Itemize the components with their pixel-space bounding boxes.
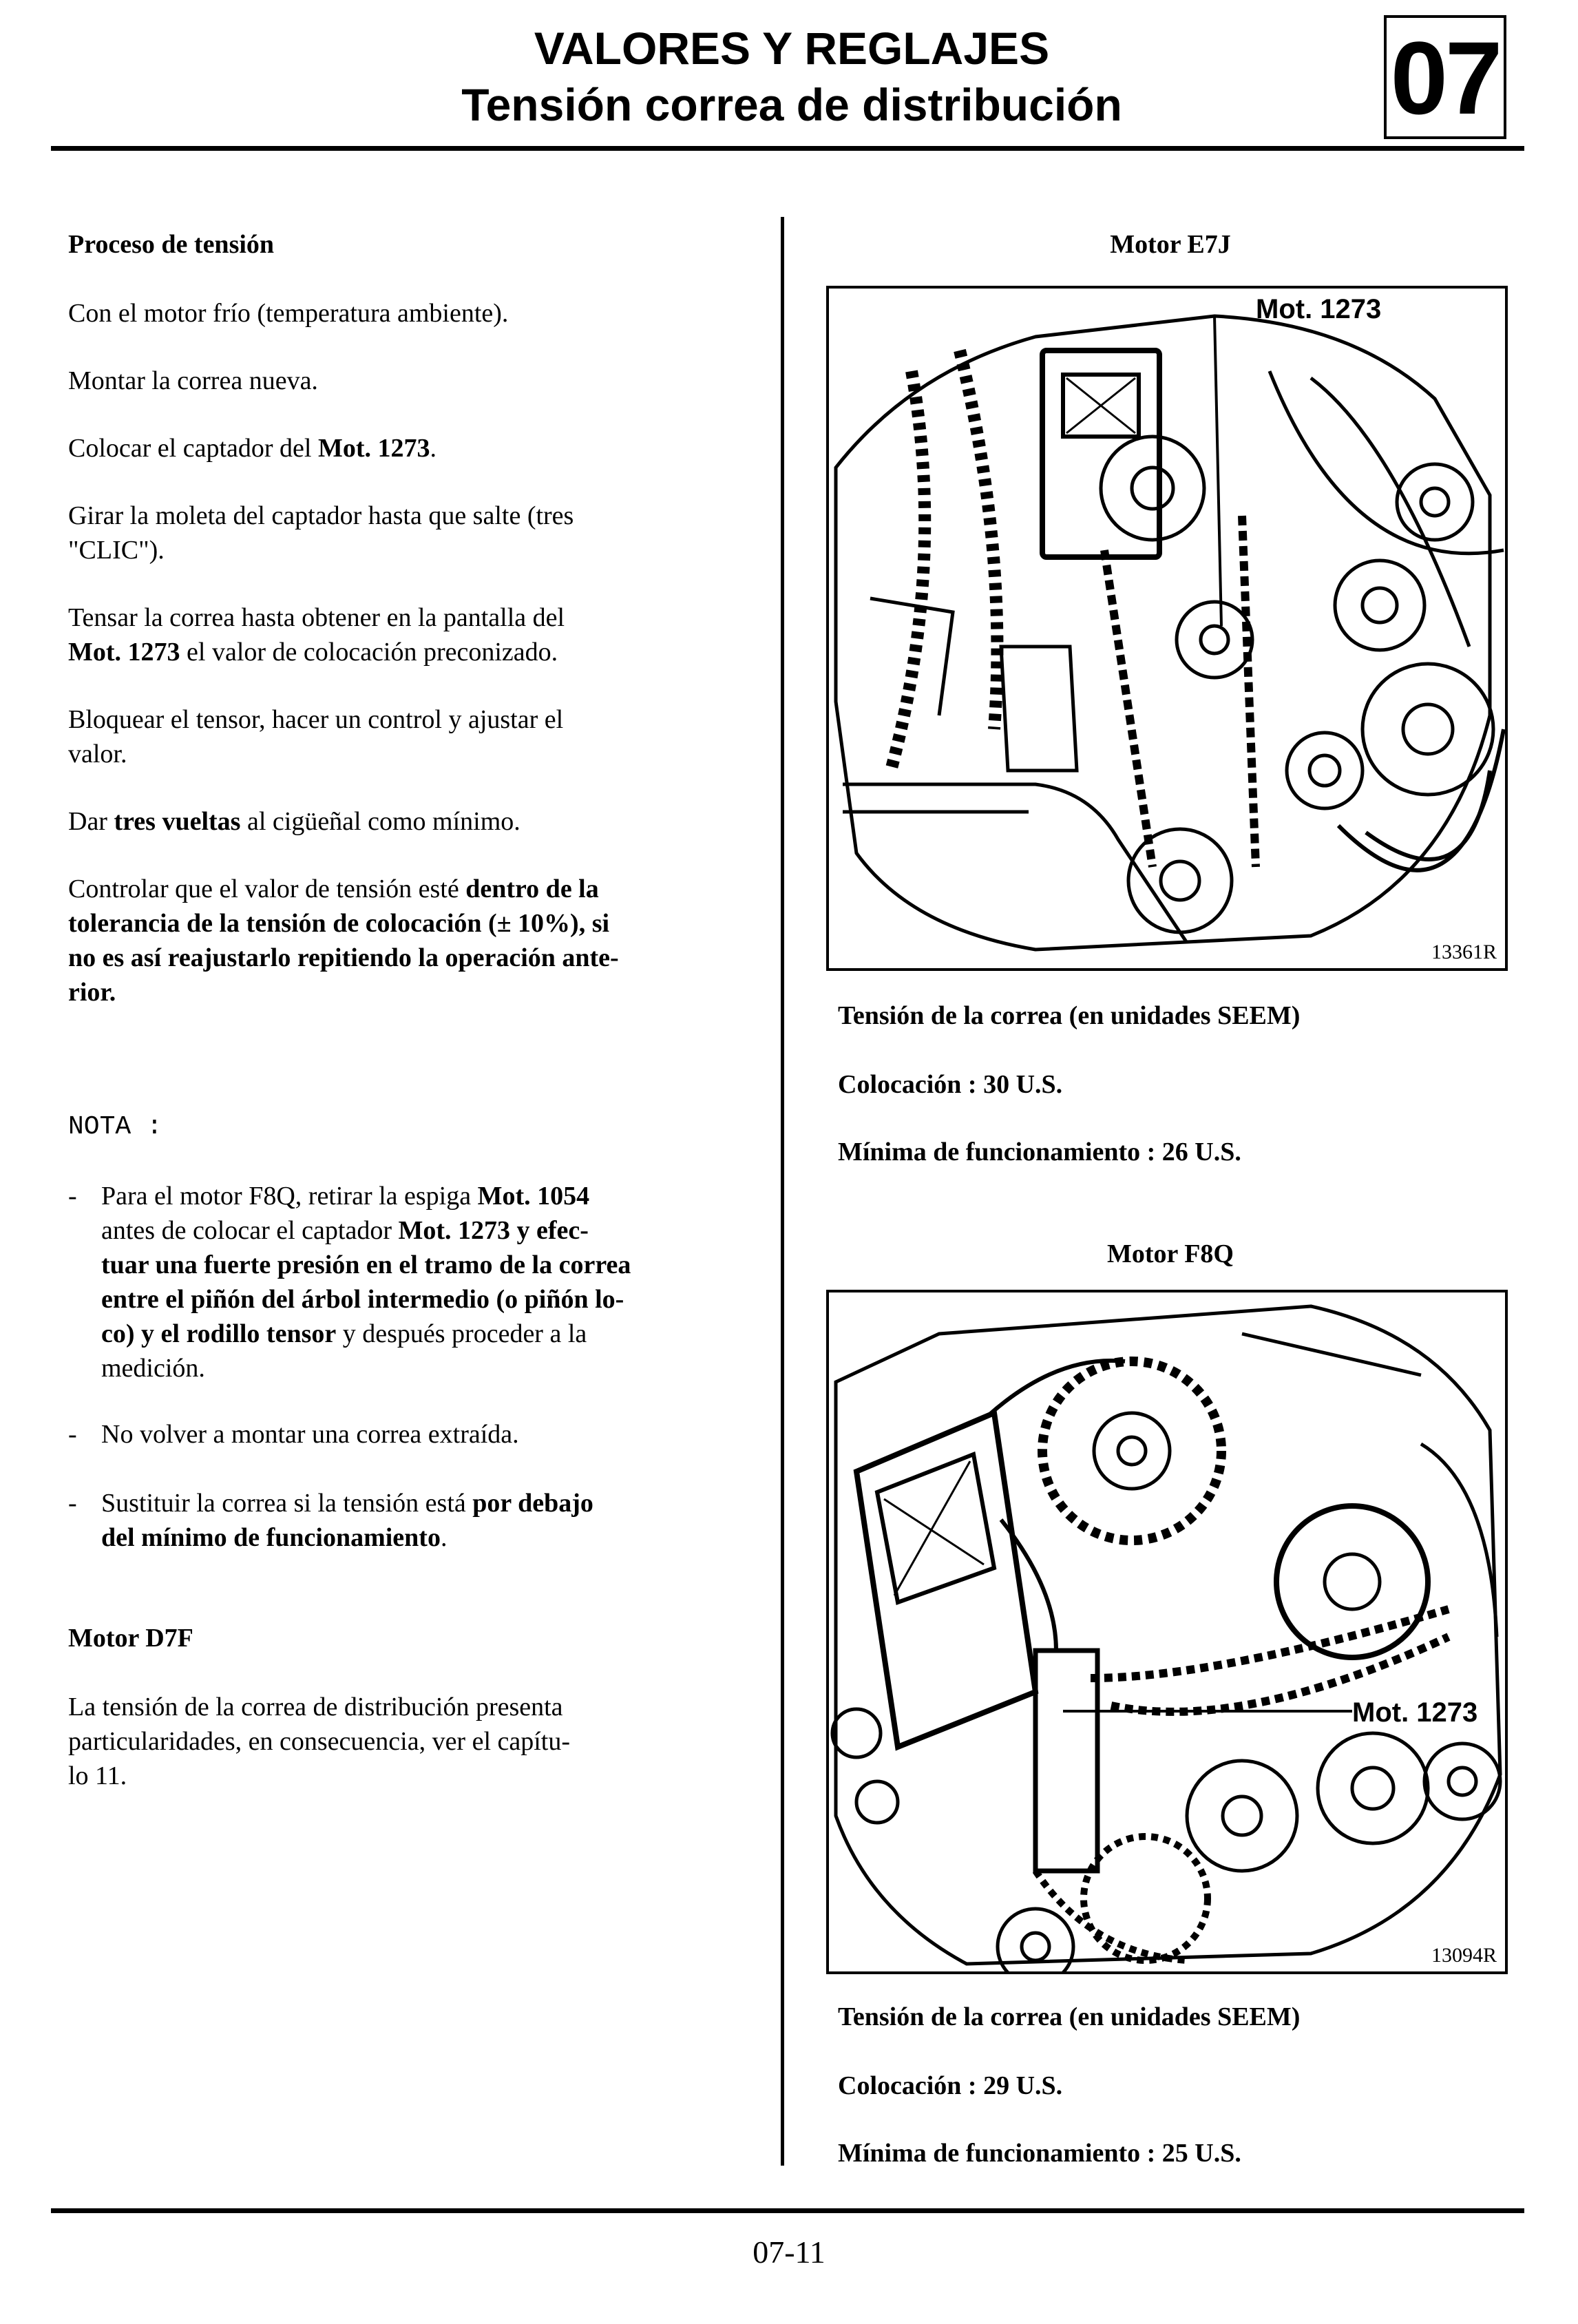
text-line: Bloquear el tensor, hacer un control y ajustar el (68, 705, 564, 734)
note-replace-belt (101, 1486, 721, 1555)
bullet-marker: - (68, 1182, 77, 1211)
emphasis: por debajo (472, 1489, 593, 1518)
d7f-heading: Motor D7F (68, 1624, 193, 1653)
text-run: Controlar que el valor de tensión esté (68, 875, 466, 903)
text-run: . (430, 434, 436, 463)
text-run: Sustituir la correa si la tensión está (101, 1489, 473, 1518)
text-run: Para el motor F8Q, retirar la espiga (101, 1182, 478, 1211)
step-lock-tensioner (68, 702, 715, 771)
step-check-tension (68, 872, 715, 1009)
column-divider (781, 217, 784, 2166)
emphasis: del mínimo de funcionamiento (101, 1523, 441, 1552)
text-line (68, 635, 715, 669)
header-rule (51, 146, 1524, 151)
text-run: y después proceder a la (336, 1319, 587, 1348)
text-run: . (440, 1523, 448, 1552)
figure-ref: 13094R (1431, 1944, 1497, 1967)
step-turn-knob (68, 499, 715, 567)
e7j-minimum-value: Mínima de funcionamiento : 26 U.S. (838, 1138, 1241, 1166)
note-label: NOTA : (68, 1112, 162, 1142)
e7j-engine-figure (826, 286, 1508, 971)
e7j-install-value: Colocación : 30 U.S. (838, 1070, 1063, 1099)
text-run: Colocar el captador del (68, 434, 318, 463)
f8q-tension-heading: Tensión de la correa (en unidades SEEM) (838, 2002, 1301, 2031)
text-line: medición. (101, 1354, 205, 1383)
step-cold-engine: Con el motor frío (temperatura ambiente). (68, 299, 509, 328)
emphasis: dentro de la (465, 875, 599, 903)
engine-drawing (829, 289, 1508, 971)
text-run: al cigüeñal como mínimo. (240, 807, 520, 836)
tool-ref: Mot. 1273 (68, 638, 180, 667)
engine-drawing (829, 1292, 1508, 1974)
sensor-callout: Mot. 1273 (1352, 1697, 1478, 1728)
text-line (68, 872, 715, 906)
text-run: antes de colocar el captador (101, 1216, 399, 1245)
e7j-tension-heading: Tensión de la correa (en unidades SEEM) (838, 1001, 1301, 1030)
text-line (101, 1486, 721, 1520)
step-new-belt: Montar la correa nueva. (68, 366, 318, 395)
d7f-text (68, 1690, 715, 1793)
figure-ref: 13361R (1431, 941, 1497, 963)
bullet-marker: - (68, 1420, 77, 1449)
f8q-engine-figure (826, 1290, 1508, 1974)
text-run: el valor de colocación preconizado. (180, 638, 558, 667)
sensor-callout: Mot. 1273 (1256, 294, 1382, 324)
text-line: tolerancia de la tensión de colocación (± 10%), si (68, 909, 610, 938)
text-line: particularidades, en consecuencia, ver el capítu- (68, 1727, 571, 1756)
bullet-marker: - (68, 1489, 77, 1518)
text-line: "CLIC"). (68, 536, 165, 565)
text-line: tuar una fuerte presión en el tramo de la correa (101, 1250, 631, 1279)
text-line: no es así reajustarlo repitiendo la operación ante- (68, 943, 619, 972)
note-f8q (101, 1179, 721, 1385)
footer-rule (51, 2208, 1524, 2213)
tool-ref: Mot. 1273 (317, 434, 430, 463)
tool-ref: Mot. 1273 y efec- (398, 1216, 589, 1245)
emphasis: tres vueltas (114, 807, 241, 836)
f8q-install-value: Colocación : 29 U.S. (838, 2071, 1063, 2100)
step-turn-crankshaft (68, 804, 715, 839)
text-line: Tensar la correa hasta obtener en la pantalla del (68, 603, 565, 632)
text-line: La tensión de la correa de distribución presenta (68, 1693, 563, 1721)
step-fit-sensor (68, 431, 715, 465)
chapter-number: 07 (1390, 20, 1500, 136)
page-number: 07-11 (753, 2234, 825, 2270)
text-line: Girar la moleta del captador hasta que salte (tres (68, 501, 574, 530)
page-title: VALORES Y REGLAJES (534, 23, 1050, 74)
text-line (101, 1179, 721, 1213)
text-line (101, 1213, 721, 1248)
text-line: valor. (68, 740, 127, 768)
text-line: rior. (68, 978, 116, 1007)
text-line (101, 1520, 721, 1555)
f8q-minimum-value: Mínima de funcionamiento : 25 U.S. (838, 2139, 1241, 2168)
tool-ref: Mot. 1054 (477, 1182, 590, 1211)
text-line: entre el piñón del árbol intermedio (o piñón lo- (101, 1285, 624, 1314)
emphasis: co) y el rodillo tensor (101, 1319, 337, 1348)
text-line (101, 1317, 721, 1351)
text-run: Dar (68, 807, 114, 836)
f8q-heading: Motor F8Q (1107, 1239, 1234, 1268)
process-heading: Proceso de tensión (68, 230, 275, 259)
page-subtitle: Tensión correa de distribución (461, 79, 1122, 130)
step-tension-belt (68, 600, 715, 669)
chapter-box (1384, 15, 1506, 139)
e7j-heading: Motor E7J (1110, 230, 1231, 259)
note-no-reuse: No volver a montar una correa extraída. (101, 1420, 519, 1449)
text-line: lo 11. (68, 1761, 127, 1790)
